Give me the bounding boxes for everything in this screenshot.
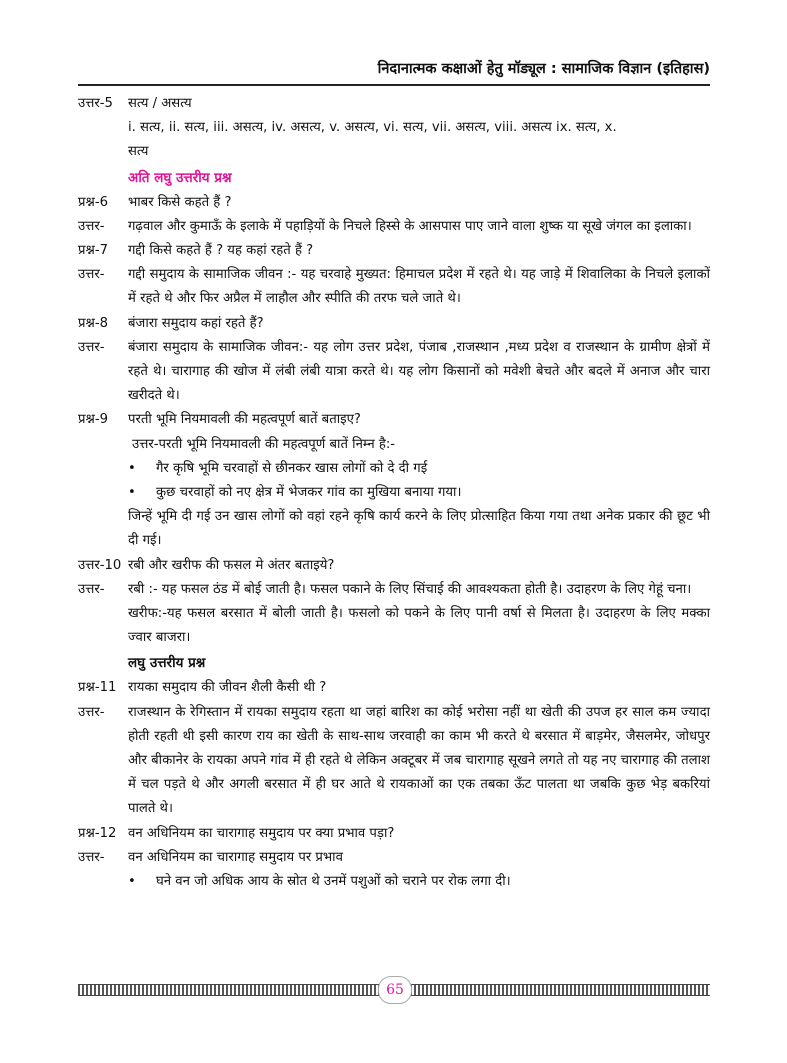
- answer-6-text: गढ़वाल और कुमाऊँ के इलाके में पहाड़ियों के निचले हिस्से के आसपास पाए जाने वाला शुष्क या सूखे जंगल का इलाका।: [128, 218, 692, 234]
- answer-10-label: उत्तर-: [78, 581, 105, 597]
- answer-12: [78, 846, 710, 870]
- answer-5-label: उत्तर-5: [78, 96, 113, 111]
- answer-9-bullet-2: [128, 481, 710, 505]
- answer-11: [78, 701, 710, 822]
- answer-12-text: वन अधिनियम का चारागाह समुदाय पर प्रभाव: [128, 849, 343, 865]
- answer-5: [78, 92, 710, 116]
- question-9: [78, 408, 710, 432]
- question-11-label: प्रश्न-11: [78, 680, 117, 696]
- answer-5-text: सत्य / असत्य: [128, 96, 192, 111]
- answer-12-bullet-1: [128, 870, 710, 894]
- section-heading-short: लघु उत्तरीय प्रश्न: [128, 655, 206, 672]
- question-10: [78, 554, 710, 578]
- question-7: [78, 239, 710, 263]
- answer-11-label: उत्तर-: [78, 704, 105, 720]
- question-6-label: प्रश्न-6: [78, 194, 108, 210]
- question-11: [78, 676, 710, 700]
- question-10-label: उत्तर-10: [78, 557, 122, 573]
- question-7-label: प्रश्न-7: [78, 243, 108, 259]
- question-8: [78, 312, 710, 336]
- answer-6: [78, 215, 710, 239]
- question-10-text: रबी और खरीफ की फसल मे अंतर बताइये?: [128, 557, 335, 573]
- question-12: [78, 822, 710, 846]
- question-12-text: वन अधिनियम का चारागाह समुदाय पर क्या प्रभाव पड़ा?: [128, 825, 395, 841]
- answer-9-bullet-1: [128, 457, 710, 481]
- question-6-text: भाबर किसे कहते हैं ?: [128, 194, 232, 210]
- question-8-label: प्रश्न-8: [78, 315, 108, 331]
- question-6: [78, 191, 710, 215]
- answer-10: [78, 578, 710, 602]
- answer-12-label: उत्तर-: [78, 849, 105, 865]
- question-11-text: रायका समुदाय की जीवन शैली कैसी थी ?: [128, 680, 327, 696]
- answer-6-label: उत्तर-: [78, 218, 105, 234]
- answer-7-text: गद्दी समुदाय के सामाजिक जीवन :- यह चरवाहे मुख्यत: हिमाचल प्रदेश में रहते थे। यह जाड़े में शिवालिका के निचले इलाकों में रहते थे और फिर अप्रैल में लाहौल और स्पीति की तरफ चले जाते थे।: [128, 267, 710, 307]
- answer-9-conclusion: जिन्हें भूमि दी गई उन खास लोगों को वहां रहने कृषि कार्य करने के लिए प्रोत्साहित किया गया तथा अनेक प्रकार की छूट भी दी गई।: [128, 509, 710, 549]
- question-12-label: प्रश्न-12: [78, 825, 117, 841]
- question-8-text: बंजारा समुदाय कहां रहते हैं?: [128, 315, 264, 331]
- bullet-icon: •: [128, 460, 136, 476]
- question-9-text: परती भूमि नियमावली की महत्वपूर्ण बातें बताइए?: [128, 412, 361, 428]
- answer-9-bullet-2-text: कुछ चरवाहों को नए क्षेत्र में भेजकर गांव का मुखिया बनाया गया।: [156, 485, 462, 501]
- answer-9-intro: उत्तर-परती भूमि नियमावली की महत्वपूर्ण बातें निम्न है:-: [132, 436, 396, 452]
- answer-8-label: उत्तर-: [78, 339, 105, 355]
- page-number: 65: [378, 976, 412, 1004]
- answer-12-bullet-1-text: घने वन जो अधिक आय के स्रोत थे उनमें पशुओं को चराने पर रोक लगा दी।: [156, 874, 511, 890]
- answer-5-list-line1: i. सत्य, ii. सत्य, iii. असत्य, iv. असत्य, v. असत्य, vi. सत्य, vii. असत्य, viii. असत्य ix. सत्य, x.: [128, 120, 617, 136]
- bullet-icon: •: [128, 485, 136, 501]
- answer-8-text: बंजारा समुदाय के सामाजिक जीवन:- यह लोग उत्तर प्रदेश, पंजाब ,राजस्थान ,मध्य प्रदेश व राजस्थान के ग्रामीण क्षेत्रों में रहते थे। चारागाह की खोज में लंबी लंबी यात्रा करते थे। यह लोग किसानों को मवेशी बेचते और बदले में अनाज और चारा खरीदते थे।: [128, 339, 710, 404]
- answer-7: [78, 263, 710, 311]
- header-divider: [78, 84, 710, 86]
- answer-5-list-line2: सत्य: [128, 144, 149, 160]
- answer-10-rabi-text: रबी :- यह फसल ठंड में बोई जाती है। फसल पकाने के लिए सिंचाई की आवश्यकता होती है। उदाहरण के लिए गेहूं चना।: [128, 581, 692, 597]
- answer-10-kharif-text: खरीफ:-यह फसल बरसात में बोली जाती है। फसलो को पकने के लिए पानी वर्षा से मिलता है। उदाहरण के लिए मक्का ज्वार बाजरा।: [128, 606, 710, 646]
- question-9-label: प्रश्न-9: [78, 412, 108, 428]
- answer-7-label: उत्तर-: [78, 267, 105, 283]
- page-content: [78, 92, 710, 894]
- section-heading-very-short: अति लघु उत्तरीय प्रश्न: [128, 169, 232, 186]
- page-header-title: निदानात्मक कक्षाओं हेतु मॉड्यूल : सामाजिक विज्ञान (इतिहास): [377, 61, 710, 77]
- answer-8: [78, 336, 710, 409]
- answer-9-bullet-1-text: गैर कृषि भूमि चरवाहों से छीनकर खास लोगों को दे दी गई: [156, 460, 428, 476]
- answer-11-text: राजस्थान के रेगिस्तान में रायका समुदाय रहता था जहां बारिश का कोई भरोसा नहीं था खेती की उपज हर साल कम ज्यादा होती रहती थी इसी कारण राय का खेती के साथ-साथ जरवाही का काम भी करते थे बरसात में बाड़मेर, जैसलमेर, जोधपुर और बीकानेर के रायका अपने गांव में ही रहते थे लेकिन अक्टूबर में जब चारागाह सूखने लगते तो यह नए चारागाह की तलाश में चल पड़ते थे और अगली बरसात में ही घर आते थे रायकाओं का एक तबका ऊँट पालता था जबकि कुछ भेड़ बकरियां पालते थे।: [128, 704, 710, 817]
- bullet-icon: •: [128, 874, 136, 890]
- question-7-text: गद्दी किसे कहते हैं ? यह कहां रहते हैं ?: [128, 243, 314, 259]
